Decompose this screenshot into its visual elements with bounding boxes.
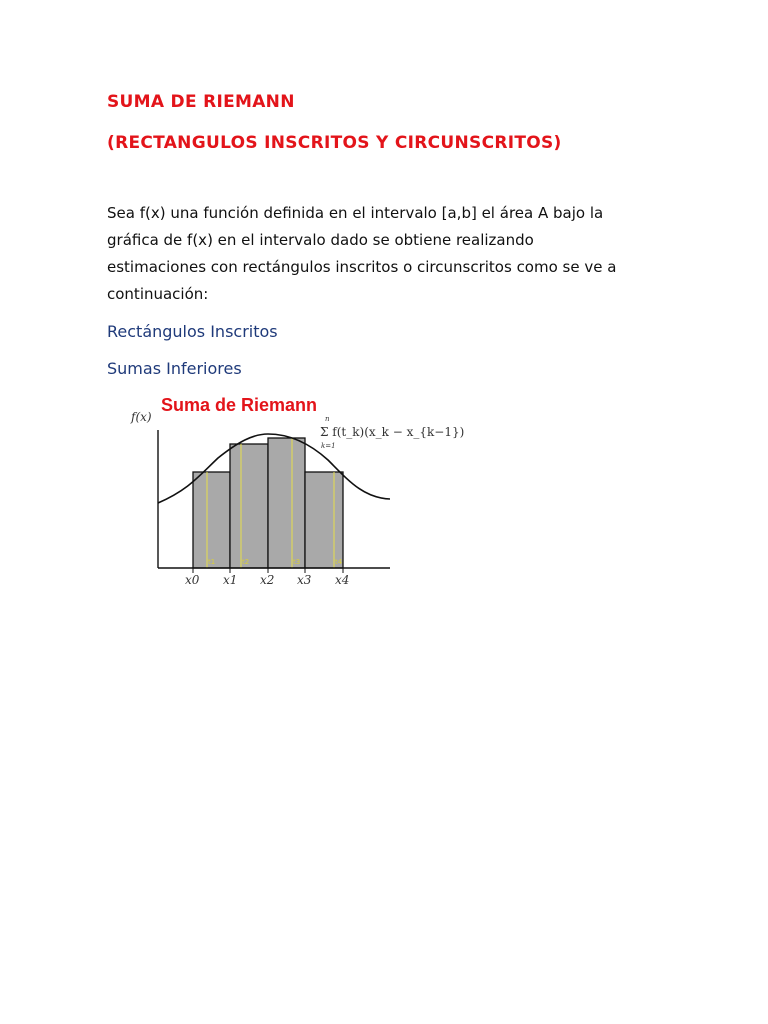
paragraph-line: continuación: bbox=[107, 285, 209, 303]
rect-bar bbox=[305, 472, 343, 568]
riemann-sum-figure bbox=[128, 390, 465, 595]
x-tick-label: x3 bbox=[297, 573, 312, 587]
formula-upper-limit: n bbox=[325, 415, 330, 423]
x-tick-label: x4 bbox=[335, 573, 350, 587]
formula-lower-limit: k=1 bbox=[321, 442, 336, 450]
figure-title: Suma de Riemann bbox=[161, 395, 318, 415]
paragraph-line: estimaciones con rectángulos inscritos o circunscritos como se ve a bbox=[107, 258, 617, 276]
paragraph-line: Sea f(x) una función definida en el intervalo [a,b] el área A bajo la bbox=[107, 204, 604, 222]
t-label: t1 bbox=[208, 558, 216, 566]
document-subtitle: (RECTANGULOS INSCRITOS Y CIRCUNSCRITOS) bbox=[107, 133, 562, 153]
t-label: t4 bbox=[335, 558, 343, 566]
section-heading-lower-sums: Sumas Inferiores bbox=[107, 359, 242, 378]
t-label: t3 bbox=[293, 558, 301, 566]
y-axis-label: f(x) bbox=[131, 410, 152, 424]
x-tick-label: x0 bbox=[185, 573, 200, 587]
t-label: t2 bbox=[242, 558, 250, 566]
x-tick-label: x2 bbox=[260, 573, 275, 587]
rect-bar bbox=[230, 444, 268, 568]
rect-bar bbox=[193, 472, 230, 568]
document-title: SUMA DE RIEMANN bbox=[107, 92, 295, 112]
x-tick-label: x1 bbox=[223, 573, 238, 587]
paragraph-line: gráfica de f(x) en el intervalo dado se obtiene realizando bbox=[107, 231, 534, 249]
section-heading-inscribed: Rectángulos Inscritos bbox=[107, 322, 278, 341]
rect-bar bbox=[268, 438, 305, 568]
intro-paragraph bbox=[107, 200, 687, 308]
summation-formula: Σ f(t_k)(x_k − x_{k−1}) bbox=[320, 425, 465, 439]
